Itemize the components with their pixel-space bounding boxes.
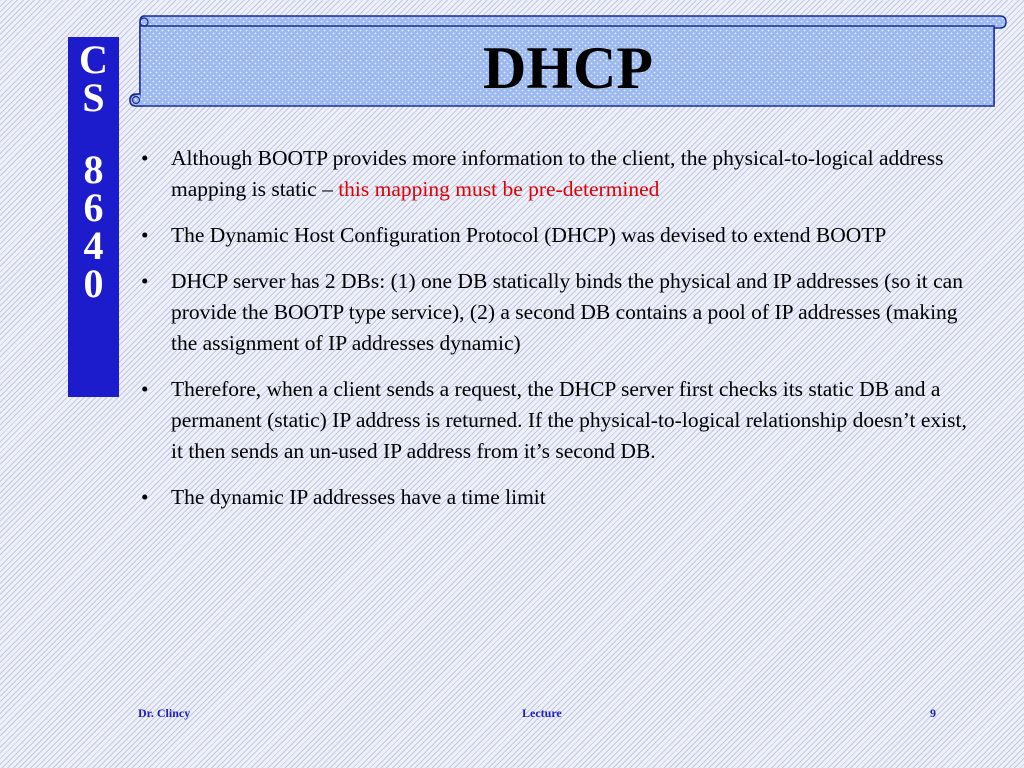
bullet-marker: • <box>141 485 149 509</box>
bullet-text: The dynamic IP addresses have a time limit <box>171 485 546 509</box>
bullet-item <box>138 220 978 251</box>
bullet-list <box>138 143 978 528</box>
bullet-item <box>138 482 978 513</box>
slide-title: DHCP <box>483 35 653 101</box>
bullet-item <box>138 143 978 205</box>
bullet-text: Although BOOTP provides more information to the client, the physical-to-logical address mapping is static – <box>171 146 944 201</box>
bullet-marker: • <box>141 377 149 401</box>
bullet-marker: • <box>141 269 149 293</box>
bullet-text: DHCP server has 2 DBs: (1) one DB statically binds the physical and IP addresses (so it can provide the BOOTP type service), (2) a second DB contains a pool of IP addresses (making the assignment of IP addresses dynamic) <box>171 269 963 355</box>
course-label <box>68 37 119 397</box>
footer-label: Lecture <box>522 706 562 720</box>
course-digit-6: 6 <box>83 185 104 230</box>
footer-page-number: 9 <box>930 706 936 720</box>
course-digit-4: 4 <box>83 223 104 268</box>
course-digit-8: 8 <box>83 147 104 192</box>
bullet-text: Therefore, when a client sends a request, the DHCP server first checks its static DB and a permanent (static) IP address is returned. If the physical-to-logical relationship doesn’t exist, it then sends an un-used IP address from it’s second DB. <box>171 377 967 463</box>
course-digit-0: 0 <box>83 261 104 306</box>
course-letter-c: C <box>79 37 108 82</box>
bullet-text: The Dynamic Host Configuration Protocol (DHCP) was devised to extend BOOTP <box>171 223 887 247</box>
footer-author: Dr. Clincy <box>138 706 191 720</box>
bullet-marker: • <box>141 223 149 247</box>
bullet-item <box>138 266 978 359</box>
course-letter-s: S <box>82 75 105 120</box>
bullet-highlight-text: this mapping must be pre-determined <box>338 177 660 201</box>
bullet-item <box>138 374 978 467</box>
title-banner <box>128 14 1008 110</box>
bullet-marker: • <box>141 146 149 170</box>
